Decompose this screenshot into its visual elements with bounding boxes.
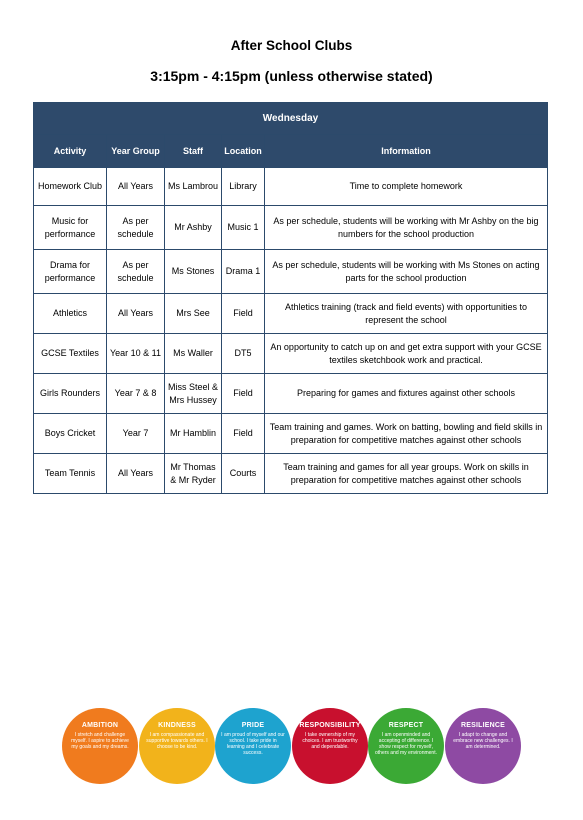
information-cell: Time to complete homework — [265, 168, 548, 206]
table-row — [34, 454, 548, 494]
column-header: Staff — [165, 135, 222, 168]
page-subtitle: 3:15pm - 4:15pm (unless otherwise stated) — [150, 68, 433, 84]
location-cell: Library — [222, 168, 265, 206]
location-cell: Music 1 — [222, 206, 265, 250]
value-name: AMBITION — [81, 722, 119, 729]
value-description: I am compassionate and supportive towards others. I choose to be kind. — [146, 732, 208, 750]
clubs-table — [33, 102, 548, 494]
information-cell: As per schedule, students will be working with Ms Stones on acting parts for the school production — [265, 250, 548, 294]
table-row — [34, 334, 548, 374]
staff-cell: Ms Stones — [165, 250, 222, 294]
location-cell: Field — [222, 374, 265, 414]
value-description: I take ownership of my choices. I am trustworthy and dependable. — [302, 732, 358, 750]
page-title: After School Clubs — [230, 38, 353, 53]
day-header: Wednesday — [34, 103, 548, 135]
information-cell: An opportunity to catch up on and get extra support with your GCSE textiles sketchbook work and practical. — [265, 334, 548, 374]
year-group-cell: All Years — [107, 454, 165, 494]
year-group-cell: All Years — [107, 294, 165, 334]
information-cell: Team training and games. Work on batting, bowling and field skills in preparation for competitive matches against other schools — [265, 414, 548, 454]
value-circle-ambition — [62, 708, 138, 784]
value-circle-resilience — [445, 708, 521, 784]
value-circle-respect — [368, 708, 444, 784]
information-cell: As per schedule, students will be working with Mr Ashby on the big numbers for the school production — [265, 206, 548, 250]
activity-cell: Girls Rounders — [34, 374, 107, 414]
table-row — [34, 374, 548, 414]
year-group-cell: Year 7 — [107, 414, 165, 454]
year-group-cell: As per schedule — [107, 250, 165, 294]
year-group-cell: Year 10 & 11 — [107, 334, 165, 374]
table-row — [34, 294, 548, 334]
table-row — [34, 206, 548, 250]
value-description: I am openminded and accepting of difference. I show respect for myself, others and my environment. — [375, 732, 437, 756]
staff-cell: Mrs See — [165, 294, 222, 334]
value-name: PRIDE — [241, 722, 265, 729]
school-values-banner — [62, 708, 522, 790]
activity-cell: Team Tennis — [34, 454, 107, 494]
year-group-cell: Year 7 & 8 — [107, 374, 165, 414]
activity-cell: Homework Club — [34, 168, 107, 206]
activity-cell: Music for performance — [34, 206, 107, 250]
staff-cell: Miss Steel & Mrs Hussey — [165, 374, 222, 414]
table-row — [34, 414, 548, 454]
information-cell: Team training and games for all year groups. Work on skills in preparation for competitive matches against other schools — [265, 454, 548, 494]
value-circle-pride — [215, 708, 291, 784]
column-header: Year Group — [107, 135, 165, 168]
location-cell: Courts — [222, 454, 265, 494]
activity-cell: Athletics — [34, 294, 107, 334]
information-cell: Preparing for games and fixtures against other schools — [265, 374, 548, 414]
year-group-cell: All Years — [107, 168, 165, 206]
value-name: RESILIENCE — [460, 722, 505, 729]
table-row — [34, 168, 548, 206]
activity-cell: Boys Cricket — [34, 414, 107, 454]
value-description: I stretch and challenge myself. I aspire to achieve my goals and my dreams. — [71, 732, 129, 750]
value-circle-kindness — [139, 708, 215, 784]
location-cell: Drama 1 — [222, 250, 265, 294]
value-name: RESPONSIBILITY — [299, 722, 361, 729]
staff-cell: Ms Waller — [165, 334, 222, 374]
value-description: I adapt to change and embrace new challenges. I am determined. — [453, 732, 513, 750]
staff-cell: Mr Thomas & Mr Ryder — [165, 454, 222, 494]
value-description: I am proud of myself and our school. I take pride in learning and I celebrate success. — [221, 732, 285, 756]
column-header: Activity — [34, 135, 107, 168]
activity-cell: Drama for performance — [34, 250, 107, 294]
column-header: Information — [265, 135, 548, 168]
activity-cell: GCSE Textiles — [34, 334, 107, 374]
staff-cell: Ms Lambrou — [165, 168, 222, 206]
value-circle-responsibility — [292, 708, 368, 784]
value-name: KINDNESS — [158, 722, 196, 729]
information-cell: Athletics training (track and field events) with opportunities to represent the school — [265, 294, 548, 334]
staff-cell: Mr Hamblin — [165, 414, 222, 454]
location-cell: Field — [222, 414, 265, 454]
location-cell: Field — [222, 294, 265, 334]
column-header: Location — [222, 135, 265, 168]
staff-cell: Mr Ashby — [165, 206, 222, 250]
table-row — [34, 250, 548, 294]
value-name: RESPECT — [388, 722, 424, 729]
location-cell: DT5 — [222, 334, 265, 374]
year-group-cell: As per schedule — [107, 206, 165, 250]
